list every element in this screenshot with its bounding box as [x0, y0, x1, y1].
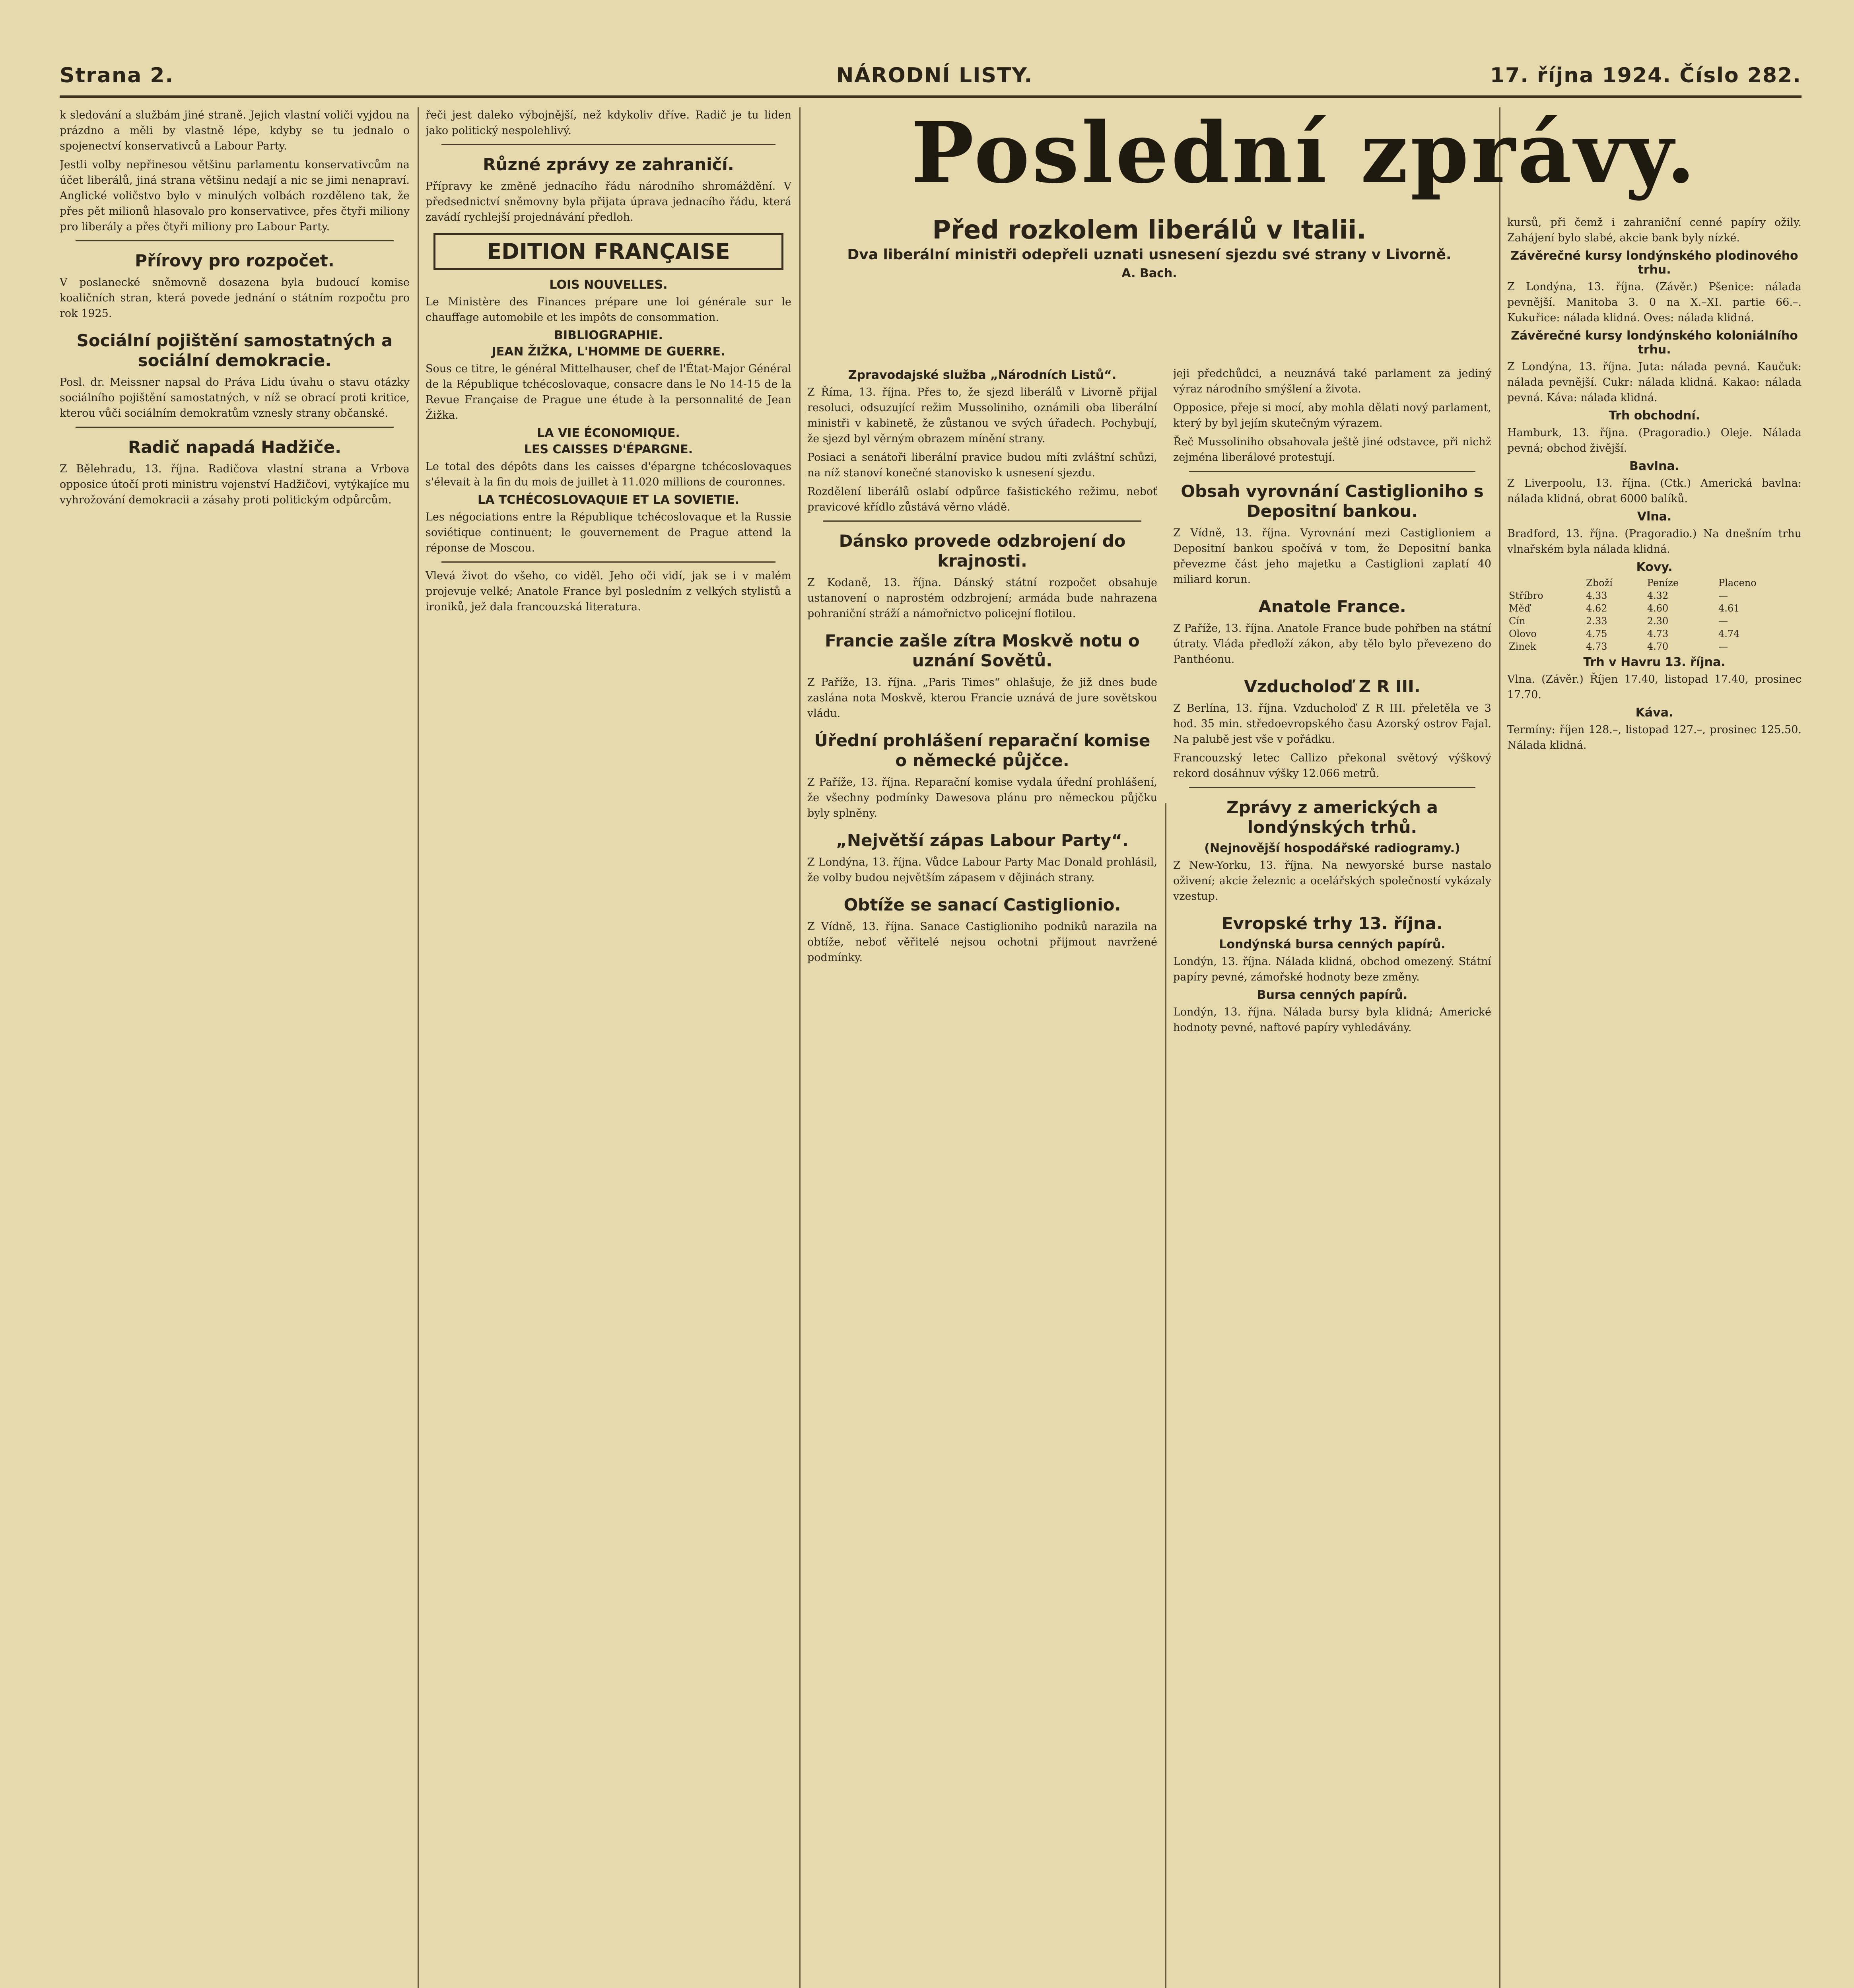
table-cell: 4.73 — [1647, 628, 1669, 639]
article-text: kursů, při čemž i zahraniční cenné papíry ožily. Zahájení bylo slabé, akcie bank byly nízké. — [1507, 216, 1802, 244]
section-title: LES CAISSES D'ÉPARGNE. — [524, 443, 693, 456]
article-text: řeči jest daleko výbojnější, než kdykoliv dříve. Radič je tu liden jako politický nespolehlivý. — [426, 109, 791, 137]
article-text: Z New-Yorku, 13. října. Na newyorské burse nastalo oživení; akcie železnic a ocelářských společností vykázaly vzestup. — [1173, 859, 1491, 903]
divider — [441, 561, 775, 563]
metals-table — [1507, 577, 1802, 653]
table-row — [1507, 640, 1802, 653]
article-text: Z Vídně, 13. října. Vyrovnání mezi Castiglioniem a Depositní bankou spočívá v tom, že Depositní banka převezme část jeho majetku a Castiglioni zaplatí 40 miliard korun. — [1173, 527, 1491, 586]
article-text: Z Paříže, 13. října. „Paris Times“ ohlašuje, že již dnes bude zaslána nota Moskvě, kterou Francie uznává de jure sovětskou vládu. — [807, 676, 1157, 720]
section-title: Bavlna. — [1629, 459, 1679, 473]
article-text: Termíny: říjen 128.–, listopad 127.–, prosinec 125.50. Nálada klidná. — [1507, 724, 1802, 751]
article-text: Z Londýna, 13. října. Juta: nálada pevná. Kaučuk: nálada pevnější. Cukr: nálada klidná. Kakao: nálada pevná. Káva: nálada klidná. — [1507, 361, 1802, 404]
article-text: Z Londýna, 13. října. Vůdce Labour Party Mac Donald prohlásil, že volby budou největším zápasem v dějinách strany. — [807, 856, 1157, 884]
divider — [441, 144, 775, 145]
article-text: Les négociations entre la République tchécoslovaque et la Russie soviétique continuent; le gouvernement de Prague attend la réponse de Moscou. — [426, 511, 791, 554]
article-text: Londýn, 13. října. Nálada bursy byla klidná; Americké hodnoty pevné, naftové papíry vyhledávány. — [1173, 1006, 1491, 1034]
article-text: Posiaci a senátoři liberální pravice budou míti zvláštní schůzi, na níž stanoví konečné stanovisko k usnesení sjezdu. — [807, 451, 1157, 479]
section-title: Závěrečné kursy londýnského plodinového trhu. — [1510, 249, 1798, 277]
article-text: Posl. dr. Meissner napsal do Práva Lidu úvahu o stavu otázky sociálního pojištění samostatných, v níž se obrací proti kritice, kterou vůči sociálním demokratům vznesly strany občanské. — [60, 376, 410, 419]
table-header-cell: Zboží — [1586, 577, 1613, 588]
article-text: Z Paříže, 13. října. Anatole France bude pohřben na státní útraty. Vláda předloží zákon, aby tělo bylo převezeno do Panthéonu. — [1173, 622, 1491, 666]
article-text: Londýn, 13. října. Nálada klidná, obchod omezený. Státní papíry pevné, zámořské hodnoty beze změny. — [1173, 955, 1491, 983]
divider — [823, 520, 1141, 522]
table-cell: 2.33 — [1586, 615, 1607, 627]
headline-markets: Zprávy z amerických a londýnských trhů. — [1226, 798, 1438, 837]
article-text: Rozdělení liberálů oslabí odpůrce fašistického režimu, neboť pravicové křídlo zůstává věrno vládě. — [807, 485, 1157, 513]
table-cell: 4.74 — [1718, 628, 1740, 639]
table-cell: 4.32 — [1647, 590, 1669, 601]
section-title: Trh obchodní. — [1608, 409, 1700, 423]
article-text: Z Liverpoolu, 13. října. (Ctk.) Americká bavlna: nálada klidná, obrat 6000 balíků. — [1507, 477, 1802, 505]
section-title: Kovy. — [1636, 560, 1673, 574]
section-title: LA VIE ÉCONOMIQUE. — [537, 426, 680, 440]
table-header-row — [1507, 577, 1802, 589]
table-cell: 2.30 — [1647, 615, 1669, 627]
article-text: Vlevá život do všeho, co viděl. Jeho oči vidí, jak se i v malém projevuje velké; Anatole France byl posledním z velkých stylistů a ironiků, jež dala francouzská literatura. — [426, 570, 791, 613]
article-text: Opposice, přeje si mocí, aby mohla dělati nový parlament, který by byl jejím skutečným výrazem. — [1173, 402, 1491, 429]
column-divider — [1165, 803, 1166, 1988]
section-title: (Nejnovější hospodářské radiogramy.) — [1204, 841, 1460, 855]
table-cell: — — [1718, 641, 1728, 652]
article-text: jeji předchůdci, a neuznává také parlament za jediný výraz národního smýšlení a života. — [1173, 367, 1491, 395]
main-headline-text: Poslední zprávy. — [911, 104, 1698, 202]
section-title: BIBLIOGRAPHIE. — [554, 328, 663, 342]
column-4 — [1173, 366, 1491, 1039]
edition-francaise-box: EDITION FRANÇAISE — [433, 233, 783, 270]
table-header-cell: Placeno — [1718, 577, 1757, 588]
divider — [76, 240, 394, 241]
article-text: Z Londýna, 13. října. (Závěr.) Pšenice: nálada pevnější. Manitoba 3. 0 na X.–XI. partie 66.–. Kukuřice: nálada klidná. Oves: nálada klidná. — [1507, 281, 1802, 324]
article-text: Le total des dépôts dans les caisses d'épargne tchécoslovaques s'élevait à la fin du mois de juillet à 11.020 millions de couronnes. — [426, 460, 791, 488]
article-text: V poslanecké sněmovně dosazena byla budoucí komise koaličních stran, která povede jednání o státním rozpočtu pro rok 1925. — [60, 276, 410, 320]
article-text: Řeč Mussoliniho obsahovala ještě jiné odstavce, při nichž zejména liberálové protestují. — [1173, 436, 1491, 464]
headline-radic: Radič napadá Hadžiče. — [128, 437, 342, 457]
main-headline — [807, 104, 1802, 211]
column-2 — [426, 107, 791, 618]
article-text: Bradford, 13. října. (Pragoradio.) Na dnešním trhu vlnařském byla nálada klidná. — [1507, 528, 1802, 555]
table-cell: 4.62 — [1586, 603, 1607, 614]
article-text: Le Ministère des Finances prépare une loi générale sur le chauffage automobile et les impôts de consommation. — [426, 296, 791, 324]
lead-byline: A. Bach. — [1121, 266, 1177, 280]
column-1 — [60, 107, 410, 511]
table-row — [1507, 627, 1802, 640]
headline-reparations: Úřední prohlášení reparační komise o německé půjčce. — [814, 731, 1150, 770]
page-number: Strana 2. — [60, 64, 174, 87]
headline-denmark: Dánsko provede odzbrojení do krajnosti. — [839, 531, 1126, 571]
section-title: LA TCHÉCOSLOVAQUIE ET LA SOVIETIE. — [478, 493, 739, 507]
table-header-cell: Peníze — [1647, 577, 1679, 588]
article-text: Vlna. (Závěr.) Říjen 17.40, listopad 17.40, prosinec 17.70. — [1507, 673, 1802, 701]
table-cell: — — [1718, 590, 1728, 601]
column-divider — [1499, 107, 1500, 1988]
section-title: Bursa cenných papírů. — [1257, 988, 1408, 1002]
divider — [76, 427, 394, 428]
table-cell: Olovo — [1509, 628, 1537, 639]
article-text: Sous ce titre, le général Mittelhauser, chef de l'État-Major Général de la République tchécoslovaque, consacre dans le No 14-15 de la Revue Française de Prague une étude à la personnalité de Jean Žižka. — [426, 363, 791, 421]
section-title: LOIS NOUVELLES. — [549, 278, 668, 292]
headline-france-moscow: Francie zašle zítra Moskvě notu o uznání Sovětů. — [825, 631, 1140, 670]
article-text: Z Bělehradu, 13. října. Radičova vlastní strana a Vrbova opposice útočí proti ministru vojenství Hadžičovi, vytýkajíce mu vyhrožování demokracii a zásahy proti politickým odpůrcům. — [60, 463, 410, 506]
article-text: Přípravy ke změně jednacího řádu národního shromáždění. V předsednictví sněmovny byla přijata úprava jednacího řádu, která zavádí rychlejší projednávání předloh. — [426, 180, 791, 223]
headline-castiglioni-settlement: Obsah vyrovnání Castiglioniho s Depositní bankou. — [1181, 481, 1484, 521]
headline-zeppelin: Vzducholoď Z R III. — [1244, 677, 1421, 696]
headline-labour: „Největší zápas Labour Party“. — [836, 831, 1129, 850]
column-divider — [418, 107, 419, 1988]
lead-title: Před rozkolem liberálů v Italii. — [932, 215, 1366, 245]
table-cell: Měď — [1509, 603, 1531, 614]
article-text: Hamburk, 13. října. (Pragoradio.) Oleje. Nálada pevná; obchod živější. — [1507, 427, 1802, 454]
table-cell: 4.70 — [1647, 641, 1669, 652]
article-text: Francouzský letec Callizo překonal světový výškový rekord dosáhnuv výšky 12.066 metrů. — [1173, 752, 1491, 780]
section-title: JEAN ŽIŽKA, L'HOMME DE GUERRE. — [492, 345, 725, 359]
headline-budget: Přírovy pro rozpočet. — [135, 251, 334, 270]
paper-title: NÁRODNÍ LISTY. — [836, 64, 1033, 87]
table-cell: Cín — [1509, 615, 1526, 627]
table-cell: 4.61 — [1718, 603, 1740, 614]
headline-foreign-news: Různé zprávy ze zahraničí. — [483, 155, 734, 174]
dateline: Zpravodajské služba „Národních Listů“. — [848, 368, 1117, 382]
section-title: Káva. — [1635, 706, 1673, 720]
section-title: Trh v Havru 13. října. — [1583, 655, 1726, 669]
lead-headline — [807, 215, 1491, 283]
headline-european-markets: Evropské trhy 13. října. — [1221, 914, 1443, 933]
article-text: Z Paříže, 13. října. Reparační komise vydala úřední prohlášení, že všechny podmínky Dawesova plánu pro německou půjčku byly splněny. — [807, 776, 1157, 819]
table-cell: 4.73 — [1586, 641, 1607, 652]
table-cell: Stříbro — [1509, 590, 1543, 601]
headline-anatole-france: Anatole France. — [1258, 597, 1406, 616]
article-text: k sledování a službám jiné straně. Jejich vlastní voliči vyjdou na prázdno a měli by vlastně lépe, kdyby se tu jednalo o spojenectví konservativců a Labour Party. — [60, 109, 410, 152]
masthead — [60, 60, 1802, 98]
column-divider — [799, 107, 801, 1988]
column-3 — [807, 366, 1157, 969]
table-cell: 4.60 — [1647, 603, 1669, 614]
article-text: Z Berlína, 13. října. Vzducholoď Z R III. přeletěla ve 3 hod. 35 min. středoevropského času Azorský ostrov Fajal. Na palubě jest vše v pořádku. — [1173, 702, 1491, 746]
table-cell: 4.75 — [1586, 628, 1607, 639]
section-title: Londýnská bursa cenných papírů. — [1219, 938, 1446, 951]
article-text: Z Říma, 13. října. Přes to, že sjezd liberálů v Livorně přijal resoluci, odsuzující režim Mussoliniho, oznámili oba liberální ministři v kabinetě, že zůstanou ve svých úřadech. Pochybují, že sjezd byl věrným obrazem mínění strany. — [807, 386, 1157, 445]
lead-subtitle: Dva liberální ministři odepřeli uznati usnesení sjezdu své strany v Livorně. — [847, 247, 1452, 263]
section-title: Vlna. — [1637, 510, 1672, 524]
table-row — [1507, 615, 1802, 627]
headline-castiglioni: Obtíže se sanací Castiglionio. — [843, 895, 1121, 914]
divider — [1189, 471, 1475, 472]
table-cell: Zinek — [1509, 641, 1536, 652]
table-cell: 4.33 — [1586, 590, 1607, 601]
section-title: Závěrečné kursy londýnského koloniálního trhu. — [1511, 329, 1798, 357]
table-header-cell — [1507, 577, 1584, 589]
table-row — [1507, 602, 1802, 615]
column-5 — [1507, 215, 1802, 756]
table-cell: — — [1718, 615, 1728, 627]
article-text: Jestli volby nepřinesou většinu parlamentu konservativcům na účet liberálů, jiná strana většinu nedají a nic se jimi nenapraví. Anglické voličstvo bylo v minulých volbách rozděleno tak, že přes pět milionů hlasovalo pro konservativce, přes čtyři miliony pro liberály a přes čtyři miliony pro Labour Party. — [60, 159, 410, 233]
newspaper-page — [60, 48, 1802, 1988]
issue-date: 17. října 1924. Číslo 282. — [1490, 64, 1802, 87]
divider — [1189, 787, 1475, 788]
headline-social-insurance: Sociální pojištění samostatných a sociální demokracie. — [76, 331, 393, 370]
article-text: Z Vídně, 13. října. Sanace Castiglioniho podniků narazila na obtíže, neboť věřitelé nejsou ochotni přijmout navržené podmínky. — [807, 920, 1157, 964]
table-row — [1507, 589, 1802, 602]
article-text: Z Kodaně, 13. října. Dánský státní rozpočet obsahuje ustanovení o naprostém odzbrojení; armáda bude nahrazena pohraniční stráží a námořnictvo policejní flotilou. — [807, 577, 1157, 620]
